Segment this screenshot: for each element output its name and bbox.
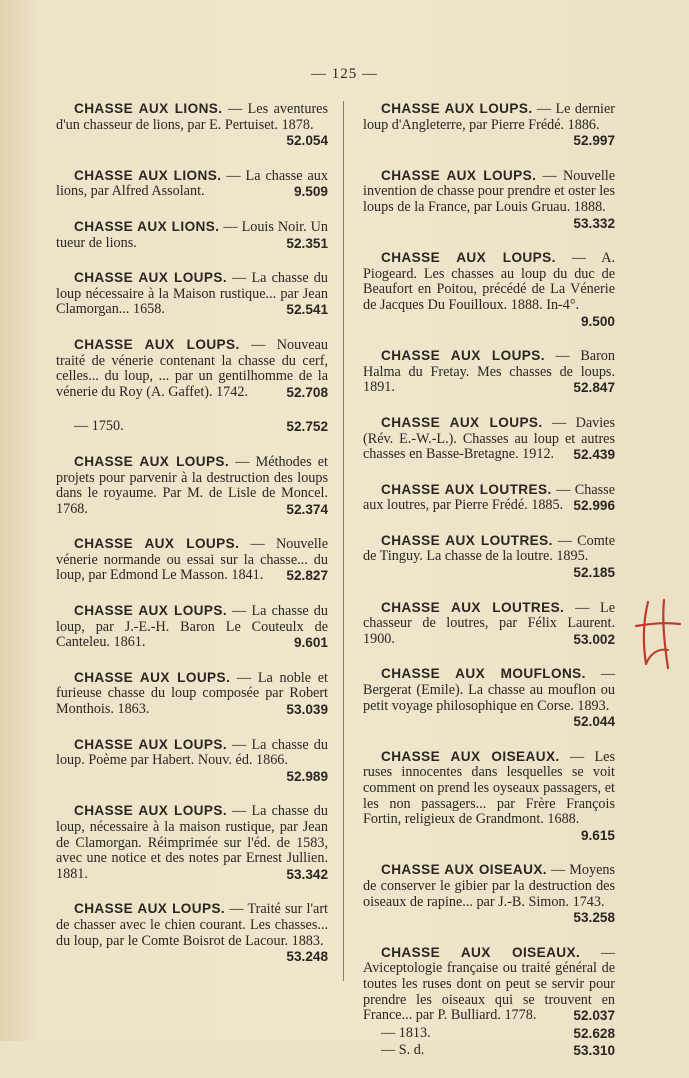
entry-text: — Le dernier loup d'Angleterre, par Pierre Frédé. 1886. <box>363 101 615 133</box>
catalog-entry <box>363 101 615 149</box>
catalog-entry <box>363 600 615 648</box>
catalog-entry <box>56 337 328 400</box>
column-divider <box>343 101 344 981</box>
catalog-entry <box>56 803 328 882</box>
entry-heading: CHASSE AUX LOUPS. <box>74 736 228 752</box>
entry-heading: CHASSE AUX OISEAUX. <box>381 748 560 764</box>
entry-text: — Traité sur l'art de chasser avec le chien courant. Les chasses... du loup, par le Comte Boisrot de Lacour. 1883. <box>56 901 328 949</box>
entry-price: 53.332 <box>573 215 615 231</box>
entry-price: 9.509 <box>293 184 328 200</box>
catalog-entry <box>56 270 328 318</box>
entry-text: — La chasse du loup, nécessaire à la maison rustique, par Jean de Clamorgan. Réimprimée sur l'éd. de 1583, avec une notice et des notes par Ernest Jullien. 1881. <box>56 803 328 882</box>
catalog-entry <box>56 901 328 964</box>
entry-heading: CHASSE AUX LIONS. <box>74 218 220 234</box>
subentry-label: — 1750. <box>74 419 124 435</box>
catalog-entry <box>56 670 328 718</box>
catalog-subentry <box>363 1043 615 1059</box>
entry-price: 52.054 <box>286 133 328 149</box>
handwritten-cross-mark <box>634 598 682 670</box>
entry-heading: CHASSE AUX LOUTRES. <box>381 532 553 548</box>
entry-price: 52.752 <box>286 419 328 435</box>
subentry-label: — 1813. <box>381 1025 431 1041</box>
entry-text: — Chasse aux loutres, par Pierre Frédé. 1885. <box>363 481 615 514</box>
entry-price: 52.827 <box>286 568 328 584</box>
catalog-entry <box>363 862 615 925</box>
entry-text: — Méthodes et projets pour parvenir à la destruction des loups dans le royaume. Par M. de Lisle de Moncel. 1768. <box>56 453 329 517</box>
entry-text: — Nouvelle vénerie normande ou essai sur la chasse... du loup, par Edmond Le Masson. 1841. <box>56 536 329 584</box>
entry-heading: CHASSE AUX LIONS. <box>74 101 223 116</box>
catalog-entry <box>56 454 328 517</box>
catalog-subentry <box>56 419 328 435</box>
entry-price: 53.039 <box>286 702 328 718</box>
entry-text: — La chasse aux lions, par Alfred Assolant. <box>56 167 328 200</box>
entry-text: — La chasse du loup, par J.-E.-H. Baron Le Couteulx de Canteleu. 1861. <box>56 603 328 651</box>
entry-heading: CHASSE AUX LOUPS. <box>74 901 226 917</box>
entry-heading: CHASSE AUX OISEAUX. <box>381 862 547 878</box>
entry-price: 52.628 <box>573 1025 615 1041</box>
entry-price: 52.439 <box>573 447 615 463</box>
entry-text: — Davies (Rév. E.-W.-L.). Chasses au loup et autres chasses en Basse-Bretagne. 1912. <box>363 414 615 463</box>
entry-heading: CHASSE AUX LOUPS. <box>381 348 545 364</box>
page-number: — 125 — <box>311 66 378 82</box>
entry-price: 52.708 <box>286 384 328 400</box>
entry-price: 53.342 <box>286 866 328 882</box>
entry-text: — La noble et furieuse chasse du loup composée par Robert Monthois. 1863. <box>56 669 328 718</box>
entry-price: 53.310 <box>573 1043 615 1059</box>
entry-text: — A. Piogeard. Les chasses au loup du duc de Beaufort en Poitou, précédé de La Vénerie de Jacques Du Fouilloux. 1888. In-4°. <box>363 250 616 313</box>
entry-text: — Les ruses innocentes dans lesquelles se voit comment on prend les oyseaux passagers, et les non passagers... par Frère François Fortin, religieux de Grandmont. 1688. <box>363 748 615 828</box>
entry-text: — La chasse du loup nécessaire à la Maison rustique... par Jean Clamorgan... 1658. <box>56 270 328 318</box>
entry-heading: CHASSE AUX OISEAUX. <box>381 944 581 960</box>
catalog-entry <box>56 168 328 200</box>
entry-text: — Comte de Tinguy. La chasse de la loutre. 1895. <box>363 532 616 565</box>
entry-price: 9.601 <box>293 635 328 651</box>
catalog-entry <box>363 482 615 514</box>
entry-text: — Louis Noir. Un tueur de lions. <box>56 218 328 251</box>
catalog-entry <box>363 168 615 231</box>
catalog-entry <box>363 533 615 581</box>
catalog-entry <box>363 945 615 1024</box>
catalog-entry <box>363 250 615 329</box>
entry-text: — Aviceptologie française ou traité général de toutes les ruses dont on peut se servir pour prendre les oiseaux qui se trouvent en France... par P. Bulliard. 1778. <box>363 944 616 1024</box>
entry-price: 53.002 <box>573 631 615 647</box>
entry-heading: CHASSE AUX MOUFLONS. <box>381 666 586 682</box>
entry-price: 52.374 <box>286 501 328 517</box>
entry-heading: CHASSE AUX LOUPS. <box>381 101 533 116</box>
catalog-entry <box>56 737 328 785</box>
entry-price: 52.037 <box>573 1008 615 1024</box>
entry-heading: CHASSE AUX LOUPS. <box>74 453 230 469</box>
catalog-entry <box>56 536 328 584</box>
entry-heading: CHASSE AUX LOUTRES. <box>381 481 552 497</box>
subentry-label: — S. d. <box>381 1043 425 1059</box>
catalog-entry <box>363 348 615 396</box>
entry-heading: CHASSE AUX LOUTRES. <box>381 599 565 615</box>
catalog-entry <box>56 219 328 251</box>
catalog-entry <box>363 666 615 729</box>
left-column <box>56 101 328 984</box>
entry-heading: CHASSE AUX LOUPS. <box>74 270 228 286</box>
entry-price: 52.997 <box>573 133 615 149</box>
entry-price: 9.500 <box>580 313 615 329</box>
entry-heading: CHASSE AUX LOUPS. <box>381 167 537 183</box>
entry-price: 53.258 <box>573 910 615 926</box>
entry-text: — Nouvelle invention de chasse pour prendre et oster les loups de la France, par Louis Gruau. 1888. <box>363 167 616 215</box>
entry-heading: CHASSE AUX LOUPS. <box>74 336 240 352</box>
entry-heading: CHASSE AUX LIONS. <box>74 167 222 183</box>
entry-price: 53.248 <box>286 949 328 965</box>
entry-text: — La chasse du loup. Poème par Habert. Nouv. éd. 1866. <box>56 736 328 769</box>
entry-price: 52.351 <box>286 235 328 251</box>
entry-heading: CHASSE AUX LOUPS. <box>74 536 240 552</box>
entry-heading: CHASSE AUX LOUPS. <box>381 414 543 430</box>
entry-heading: CHASSE AUX LOUPS. <box>381 250 556 266</box>
catalog-entry <box>363 415 615 463</box>
entry-price: 52.044 <box>573 714 615 730</box>
catalog-subentry <box>363 1026 615 1042</box>
catalog-entry <box>56 603 328 651</box>
entry-heading: CHASSE AUX LOUPS. <box>74 603 228 619</box>
entry-text: — Les aventures d'un chasseur de lions, par E. Pertuiset. 1878. <box>56 101 328 133</box>
entry-heading: CHASSE AUX LOUPS. <box>74 669 231 685</box>
entry-heading: CHASSE AUX LOUPS. <box>74 803 228 819</box>
entry-price: 52.541 <box>286 302 328 318</box>
catalog-entry <box>363 749 615 844</box>
entry-price: 52.847 <box>573 380 615 396</box>
entry-price: 9.615 <box>580 827 615 843</box>
right-column <box>363 101 615 1078</box>
entry-text: — Bergerat (Emile). La chasse au mouflon ou petit voyage philosophique en Corse. 1893. <box>363 666 615 714</box>
entry-price: 52.989 <box>286 768 328 784</box>
entry-price: 52.185 <box>573 565 615 581</box>
entry-text: — Baron Halma du Fretay. Mes chasses de loups. 1891. <box>363 348 615 396</box>
entry-price: 52.996 <box>573 498 615 514</box>
entry-text: — Le chasseur de loutres, par Félix Laurent. 1900. <box>363 599 616 647</box>
entry-text: — Moyens de conserver le gibier par la destruction des oiseaux de rapine... par J.-B. Simon. 1743. <box>363 862 616 910</box>
entry-text: — Nouveau traité de vénerie contenant la chasse du cerf, celles... du loup, ... par un gentilhomme de la vénerie du Roy (A. Gaffet). 1742. <box>56 336 328 400</box>
catalog-entry <box>56 101 328 149</box>
